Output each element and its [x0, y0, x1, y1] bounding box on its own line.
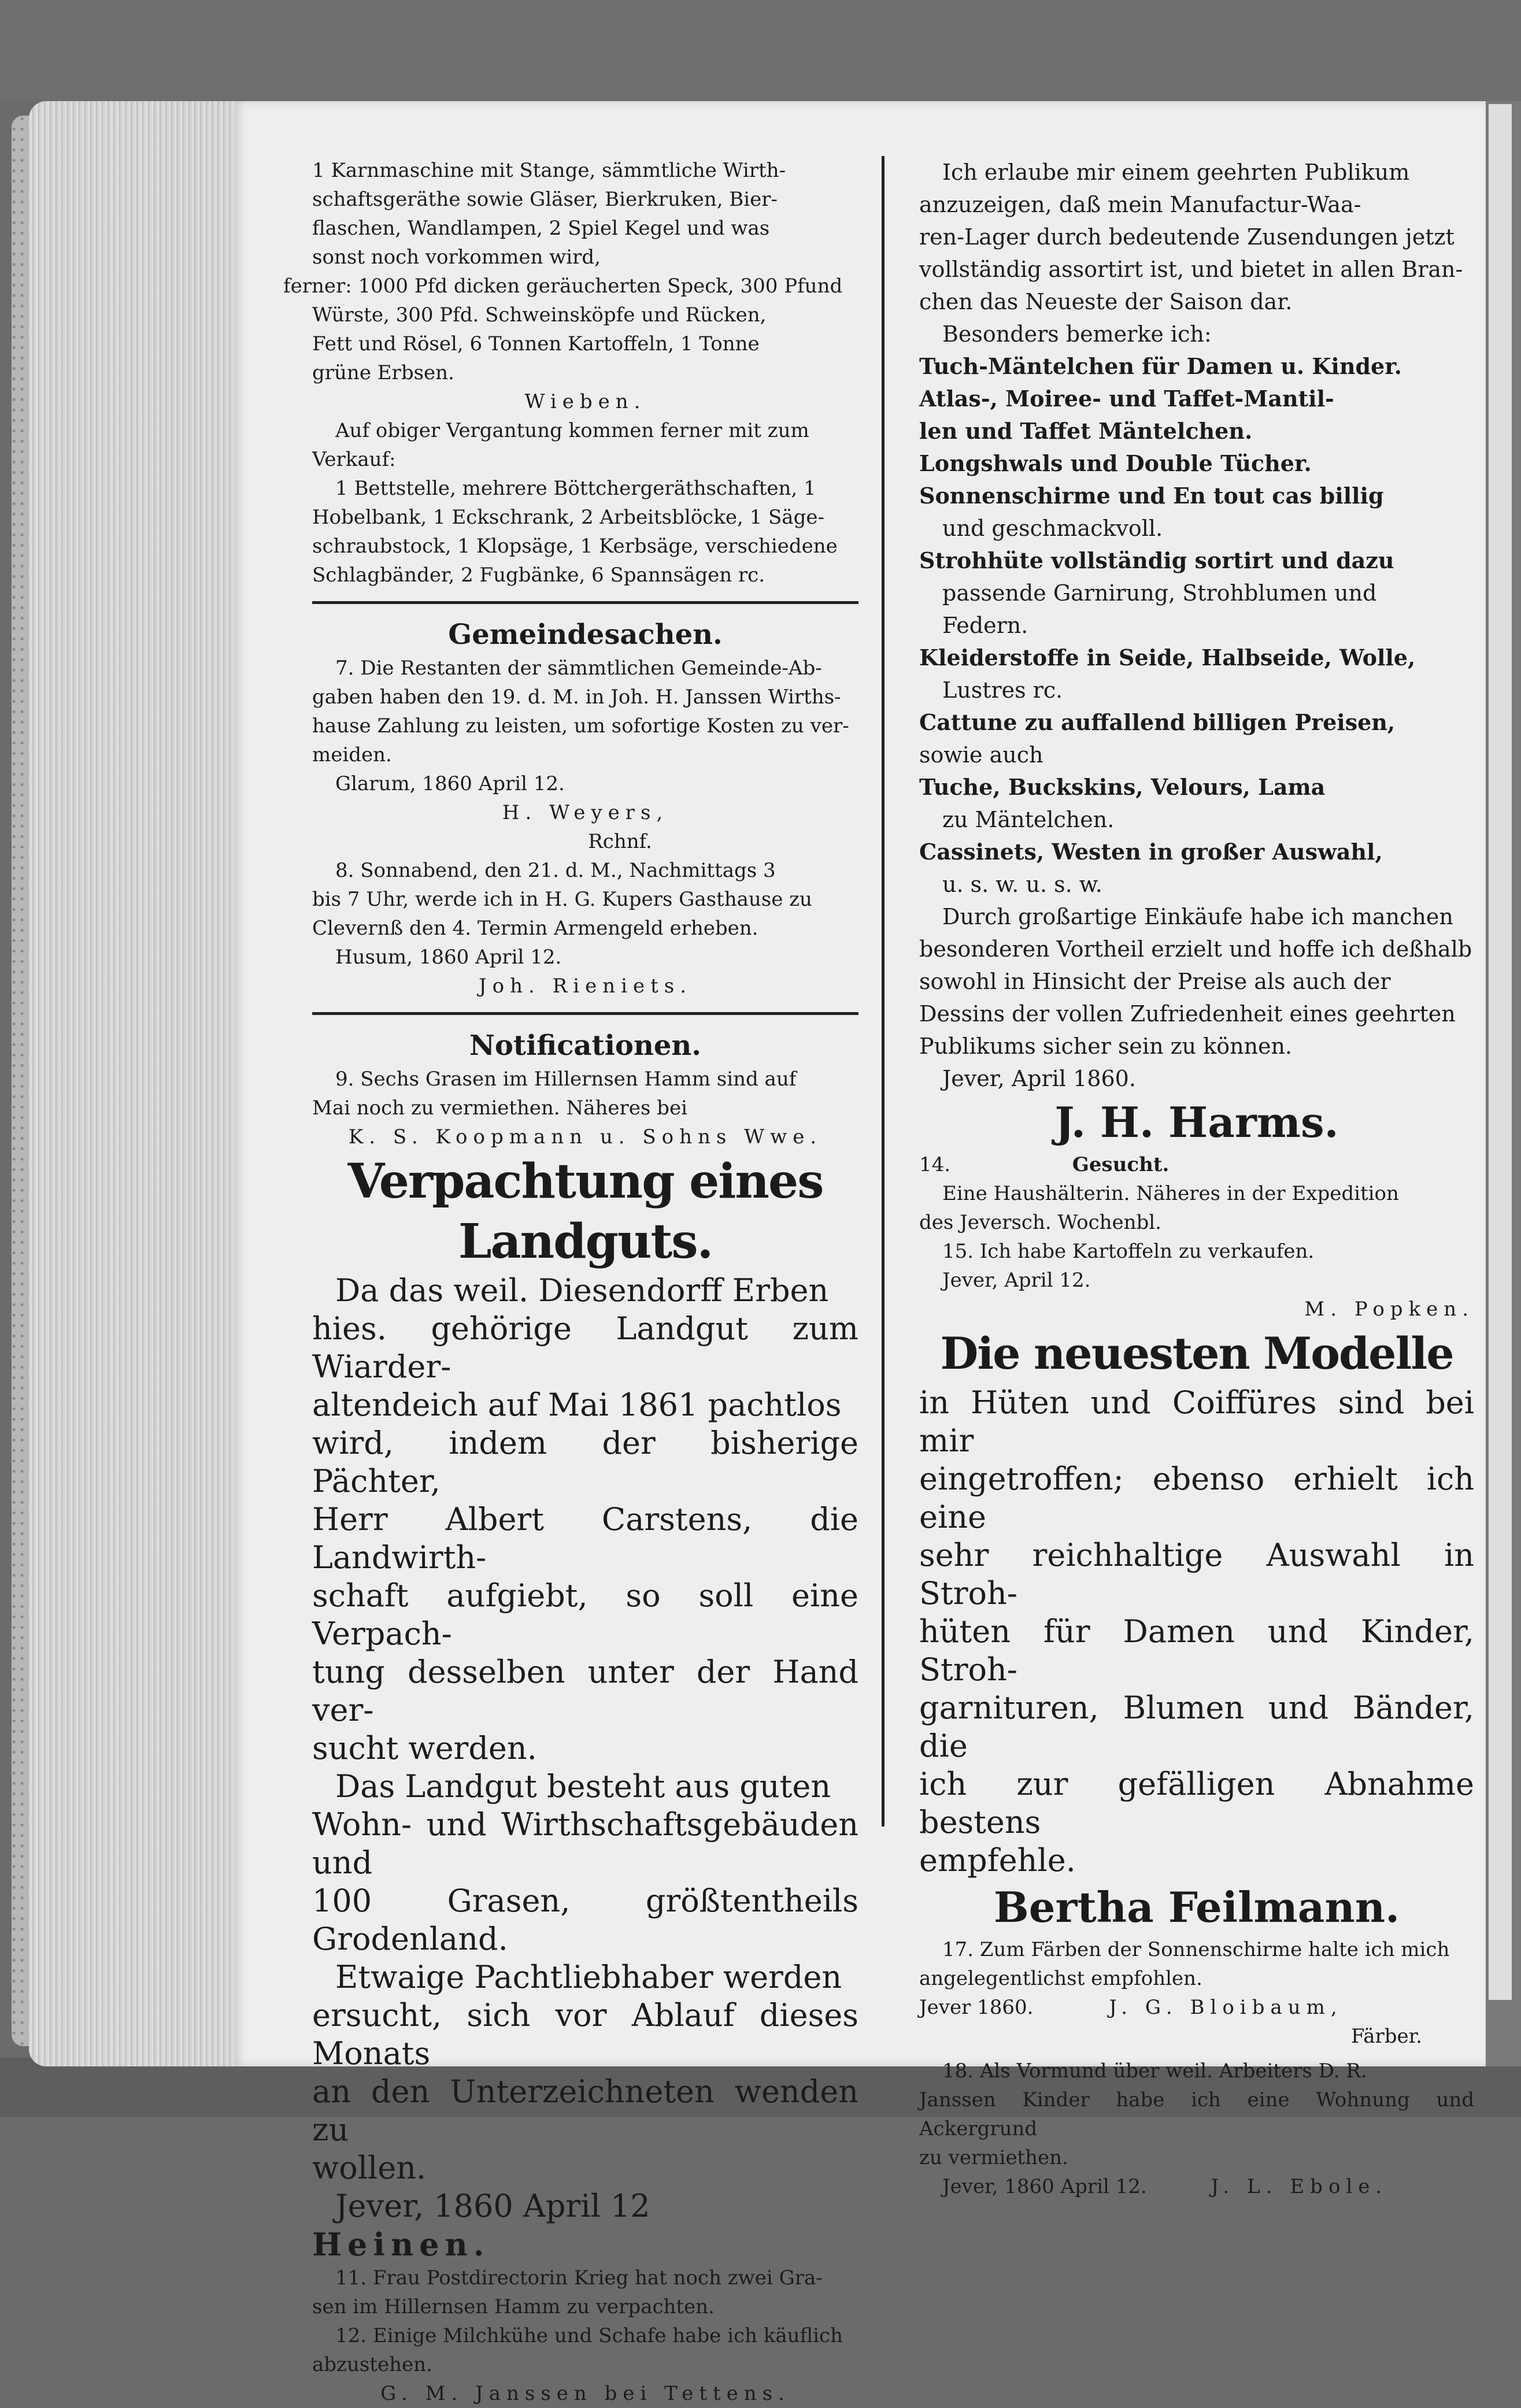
- text-line: Da das weil. Diesendorff Erben: [335, 1272, 829, 1309]
- text-line: Herr Albert Carstens, die Landwirth-: [312, 1501, 858, 1576]
- text-line: 100 Grasen, größtentheils Grodenland.: [312, 1883, 858, 1957]
- signature: J. G. Bloibaum,: [1109, 1996, 1343, 2019]
- text-line: hüten für Damen und Kinder, Stroh-: [919, 1613, 1474, 1688]
- text-line: meiden.: [312, 743, 392, 766]
- product-line: u. s. w. u. s. w.: [942, 872, 1102, 897]
- text-line: chen das Neueste der Saison dar.: [919, 289, 1293, 314]
- notice-number: 14.: [919, 1153, 951, 1176]
- product-line: und geschmackvoll.: [942, 516, 1163, 541]
- text-line: 15. Ich habe Kartoffeln zu verkaufen.: [942, 1240, 1315, 1263]
- product-line: Federn.: [942, 613, 1028, 638]
- text-line: schaft aufgiebt, so soll eine Verpach-: [312, 1577, 858, 1652]
- signature: K. S. Koopmann u. Sohns Wwe.: [348, 1125, 823, 1149]
- text-line: sonst noch vorkommen wird,: [312, 246, 601, 269]
- product-line: zu Mäntelchen.: [942, 807, 1115, 832]
- text-line: grüne Erbsen.: [312, 361, 454, 384]
- modelle-advertisement: [919, 1324, 1474, 1935]
- left-column: [283, 156, 858, 2408]
- signature-title: Färber.: [1350, 2025, 1422, 2048]
- text-line: Würste, 300 Pfd. Schweinsköpfe und Rücken,: [312, 303, 767, 327]
- text-line: in Hüten und Coiffüres sind bei mir: [919, 1384, 1474, 1459]
- text-line: des Jeversch. Wochenbl.: [919, 1211, 1161, 1234]
- place-date: Jever 1860.: [919, 1996, 1034, 2019]
- section-heading-gemeindesachen: Gemeindesachen.: [448, 618, 723, 651]
- signature: Bertha Feilmann.: [993, 1883, 1400, 1932]
- text-line: abzustehen.: [312, 2353, 432, 2376]
- text-line: Eine Haushälterin. Näheres in der Expedition: [942, 1182, 1399, 1205]
- place-date: Glarum, 1860 April 12.: [335, 772, 565, 795]
- text-line: hies. gehörige Landgut zum Wiarder-: [312, 1310, 858, 1385]
- page-edges: [29, 101, 234, 2066]
- text-line: gaben haben den 19. d. M. in Joh. H. Janssen Wirths-: [312, 686, 841, 709]
- auction-list: [283, 156, 858, 590]
- text-line: sowohl in Hinsicht der Preise als auch der: [919, 969, 1391, 994]
- text-line: Ich erlaube mir einem geehrten Publikum: [942, 160, 1410, 185]
- modelle-heading: Die neuesten Modelle: [940, 1328, 1453, 1379]
- product-line: passende Garnirung, Strohblumen und: [942, 580, 1377, 606]
- text-line: Clevernß den 4. Termin Armengeld erheben.: [312, 917, 758, 940]
- signature: H. Weyers,: [502, 801, 669, 824]
- place-date: Jever, 1860 April 12.: [942, 2175, 1147, 2198]
- text-line: 1 Karnmaschine mit Stange, sämmtliche Wirth-: [312, 159, 786, 182]
- text-line: Das Landgut besteht aus guten: [335, 1768, 831, 1805]
- place-date: Jever, April 1860.: [942, 1066, 1136, 1091]
- notice-15: [919, 1237, 1474, 1324]
- text-line: 1 Bettstelle, mehrere Böttchergeräthschaften, 1: [335, 477, 816, 500]
- text-line: Durch großartige Einkäufe habe ich manchen: [942, 904, 1453, 929]
- text-line: empfehle.: [919, 1842, 1076, 1879]
- notice-12: [312, 2321, 858, 2408]
- notice-14: [919, 1150, 1474, 1237]
- product-line: Lustres rc.: [942, 677, 1063, 703]
- text-line: angelegentlichst empfohlen.: [919, 1967, 1202, 1990]
- signature: J. H. Harms.: [1054, 1098, 1339, 1147]
- product-line: len und Taffet Mäntelchen.: [919, 418, 1253, 444]
- text-line: vollständig assortirt ist, und bietet in allen Bran-: [919, 257, 1463, 282]
- notice-17: [919, 1935, 1474, 2051]
- text-line: ferner: 1000 Pfd dicken geräucherten Speck, 300 Pfund: [283, 275, 843, 298]
- text-line: 18. Als Vormund über weil. Arbeiters D. R.: [942, 2059, 1367, 2083]
- place-date: Jever, 1860 April 12: [335, 2188, 650, 2224]
- next-page-strip: [1489, 104, 1512, 2000]
- text-line: Verkauf:: [312, 448, 396, 471]
- text-line: Dessins der vollen Zufriedenheit eines geehrten: [919, 1001, 1456, 1027]
- signature: M. Popken.: [1304, 1298, 1474, 1321]
- text-line: Fett und Rösel, 6 Tonnen Kartoffeln, 1 Tonne: [312, 332, 760, 355]
- scan-background-top: [0, 0, 1521, 101]
- text-line: eingetroffen; ebenso erhielt ich eine: [919, 1461, 1474, 1535]
- text-line: wollen.: [312, 2150, 427, 2186]
- text-line: 8. Sonnabend, den 21. d. M., Nachmittags 3: [335, 859, 776, 882]
- text-line: an den Unterzeichneten wenden zu: [312, 2073, 858, 2148]
- text-line: sehr reichhaltige Auswahl in Stroh-: [919, 1537, 1474, 1611]
- text-line: anzuzeigen, daß mein Manufactur-Waa-: [919, 192, 1361, 217]
- text-line: wird, indem der bisherige Pächter,: [312, 1425, 858, 1499]
- product-line: Tuch-Mäntelchen für Damen u. Kinder.: [919, 353, 1402, 379]
- notice-9: [312, 1065, 858, 1151]
- product-line: Kleiderstoffe in Seide, Halbseide, Wolle,: [919, 644, 1416, 670]
- text-line: schraubstock, 1 Klopsäge, 1 Kerbsäge, verschiedene: [312, 535, 838, 558]
- text-line: Wohn- und Wirthschaftsgebäuden und: [312, 1806, 858, 1881]
- place-date: Husum, 1860 April 12.: [335, 946, 562, 969]
- text-line: 7. Die Restanten der sämmtlichen Gemeinde-Ab-: [335, 657, 822, 680]
- text-line: 9. Sechs Grasen im Hillernsen Hamm sind auf: [335, 1068, 797, 1091]
- signature: Wieben.: [524, 390, 646, 413]
- text-line: garnituren, Blumen und Bänder, die: [919, 1690, 1474, 1764]
- text-line: Auf obiger Vergantung kommen ferner mit zum: [335, 419, 809, 442]
- product-line: Sonnenschirme und En tout cas billig: [919, 483, 1384, 509]
- text-line: Hobelbank, 1 Eckschrank, 2 Arbeitsblöcke, 1 Säge-: [312, 506, 824, 529]
- text-line: ersucht, sich vor Ablauf dieses Monats: [312, 1997, 858, 2072]
- landgut-advertisement: [312, 1151, 858, 2263]
- text-line: 12. Einige Milchkühe und Schafe habe ich käuflich: [335, 2324, 843, 2347]
- text-line: Janssen Kinder habe ich eine Wohnung und Ackergrund: [919, 2088, 1474, 2140]
- column-divider: [882, 156, 885, 1827]
- landgut-heading: Verpachtung eines Landguts.: [347, 1154, 823, 1269]
- notice-7: [312, 654, 858, 856]
- text-line: Besonders bemerke ich:: [942, 321, 1212, 347]
- text-line: sen im Hillernsen Hamm zu verpachten.: [312, 2295, 715, 2318]
- text-line: besonderen Vortheil erzielt und hoffe ich deßhalb: [919, 936, 1472, 962]
- text-line: 17. Zum Färben der Sonnenschirme halte ich mich: [942, 1938, 1450, 1961]
- product-line: Tuche, Buckskins, Velours, Lama: [919, 774, 1326, 800]
- section-heading-notificationen: Notificationen.: [469, 1029, 701, 1062]
- product-line: Cassinets, Westen in großer Auswahl,: [919, 839, 1383, 865]
- product-line: Atlas-, Moiree- und Taffet-Mantil-: [919, 386, 1334, 412]
- notice-11: [312, 2263, 858, 2321]
- product-line: sowie auch: [919, 742, 1043, 768]
- text-line: Publikums sicher sein zu können.: [919, 1033, 1293, 1059]
- text-line: 11. Frau Postdirectorin Krieg hat noch zwei Gra-: [335, 2266, 823, 2290]
- text-line: bis 7 Uhr, werde ich in H. G. Kupers Gasthause zu: [312, 888, 812, 911]
- text-line: ich zur gefälligen Abnahme bestens: [919, 1766, 1474, 1840]
- text-line: tung desselben unter der Hand ver-: [312, 1654, 858, 1728]
- text-line: Etwaige Pachtliebhaber werden: [335, 1959, 842, 1995]
- text-line: Schlagbänder, 2 Fugbänke, 6 Spannsägen rc.: [312, 564, 765, 587]
- signature-title: Rchnf.: [588, 830, 652, 853]
- signature: Heinen.: [312, 2226, 490, 2263]
- text-line: ren-Lager durch bedeutende Zusendungen jetzt: [919, 224, 1455, 250]
- signature: G. M. Janssen bei Tettens.: [380, 2382, 790, 2405]
- notice-18: [919, 2057, 1474, 2201]
- signature: J. L. Ebole.: [1211, 2175, 1388, 2198]
- product-line: Cattune zu auffallend billigen Preisen,: [919, 709, 1396, 735]
- text-line: flaschen, Wandlampen, 2 Spiel Kegel und was: [312, 217, 770, 240]
- text-line: altendeich auf Mai 1861 pachtlos: [312, 1387, 842, 1423]
- notice-heading: Gesucht.: [1072, 1153, 1170, 1176]
- section-rule: [312, 601, 858, 604]
- text-line: zu vermiethen.: [919, 2146, 1068, 2169]
- text-line: Mai noch zu vermiethen. Näheres bei: [312, 1096, 687, 1120]
- place-date: Jever, April 12.: [942, 1269, 1091, 1292]
- text-line: hause Zahlung zu leisten, um sofortige Kosten zu ver-: [312, 714, 849, 738]
- section-rule: [312, 1012, 858, 1015]
- text-line: schaftsgeräthe sowie Gläser, Bierkruken, Bier-: [312, 188, 778, 211]
- product-line: Strohhüte vollständig sortirt und dazu: [919, 547, 1394, 573]
- notice-8: [312, 856, 858, 1001]
- signature: Joh. Rieniets.: [478, 975, 693, 998]
- harms-advertisement: [919, 156, 1474, 1150]
- text-line: sucht werden.: [312, 1730, 537, 1766]
- right-column: [919, 156, 1474, 2201]
- product-line: Longshwals und Double Tücher.: [919, 450, 1312, 476]
